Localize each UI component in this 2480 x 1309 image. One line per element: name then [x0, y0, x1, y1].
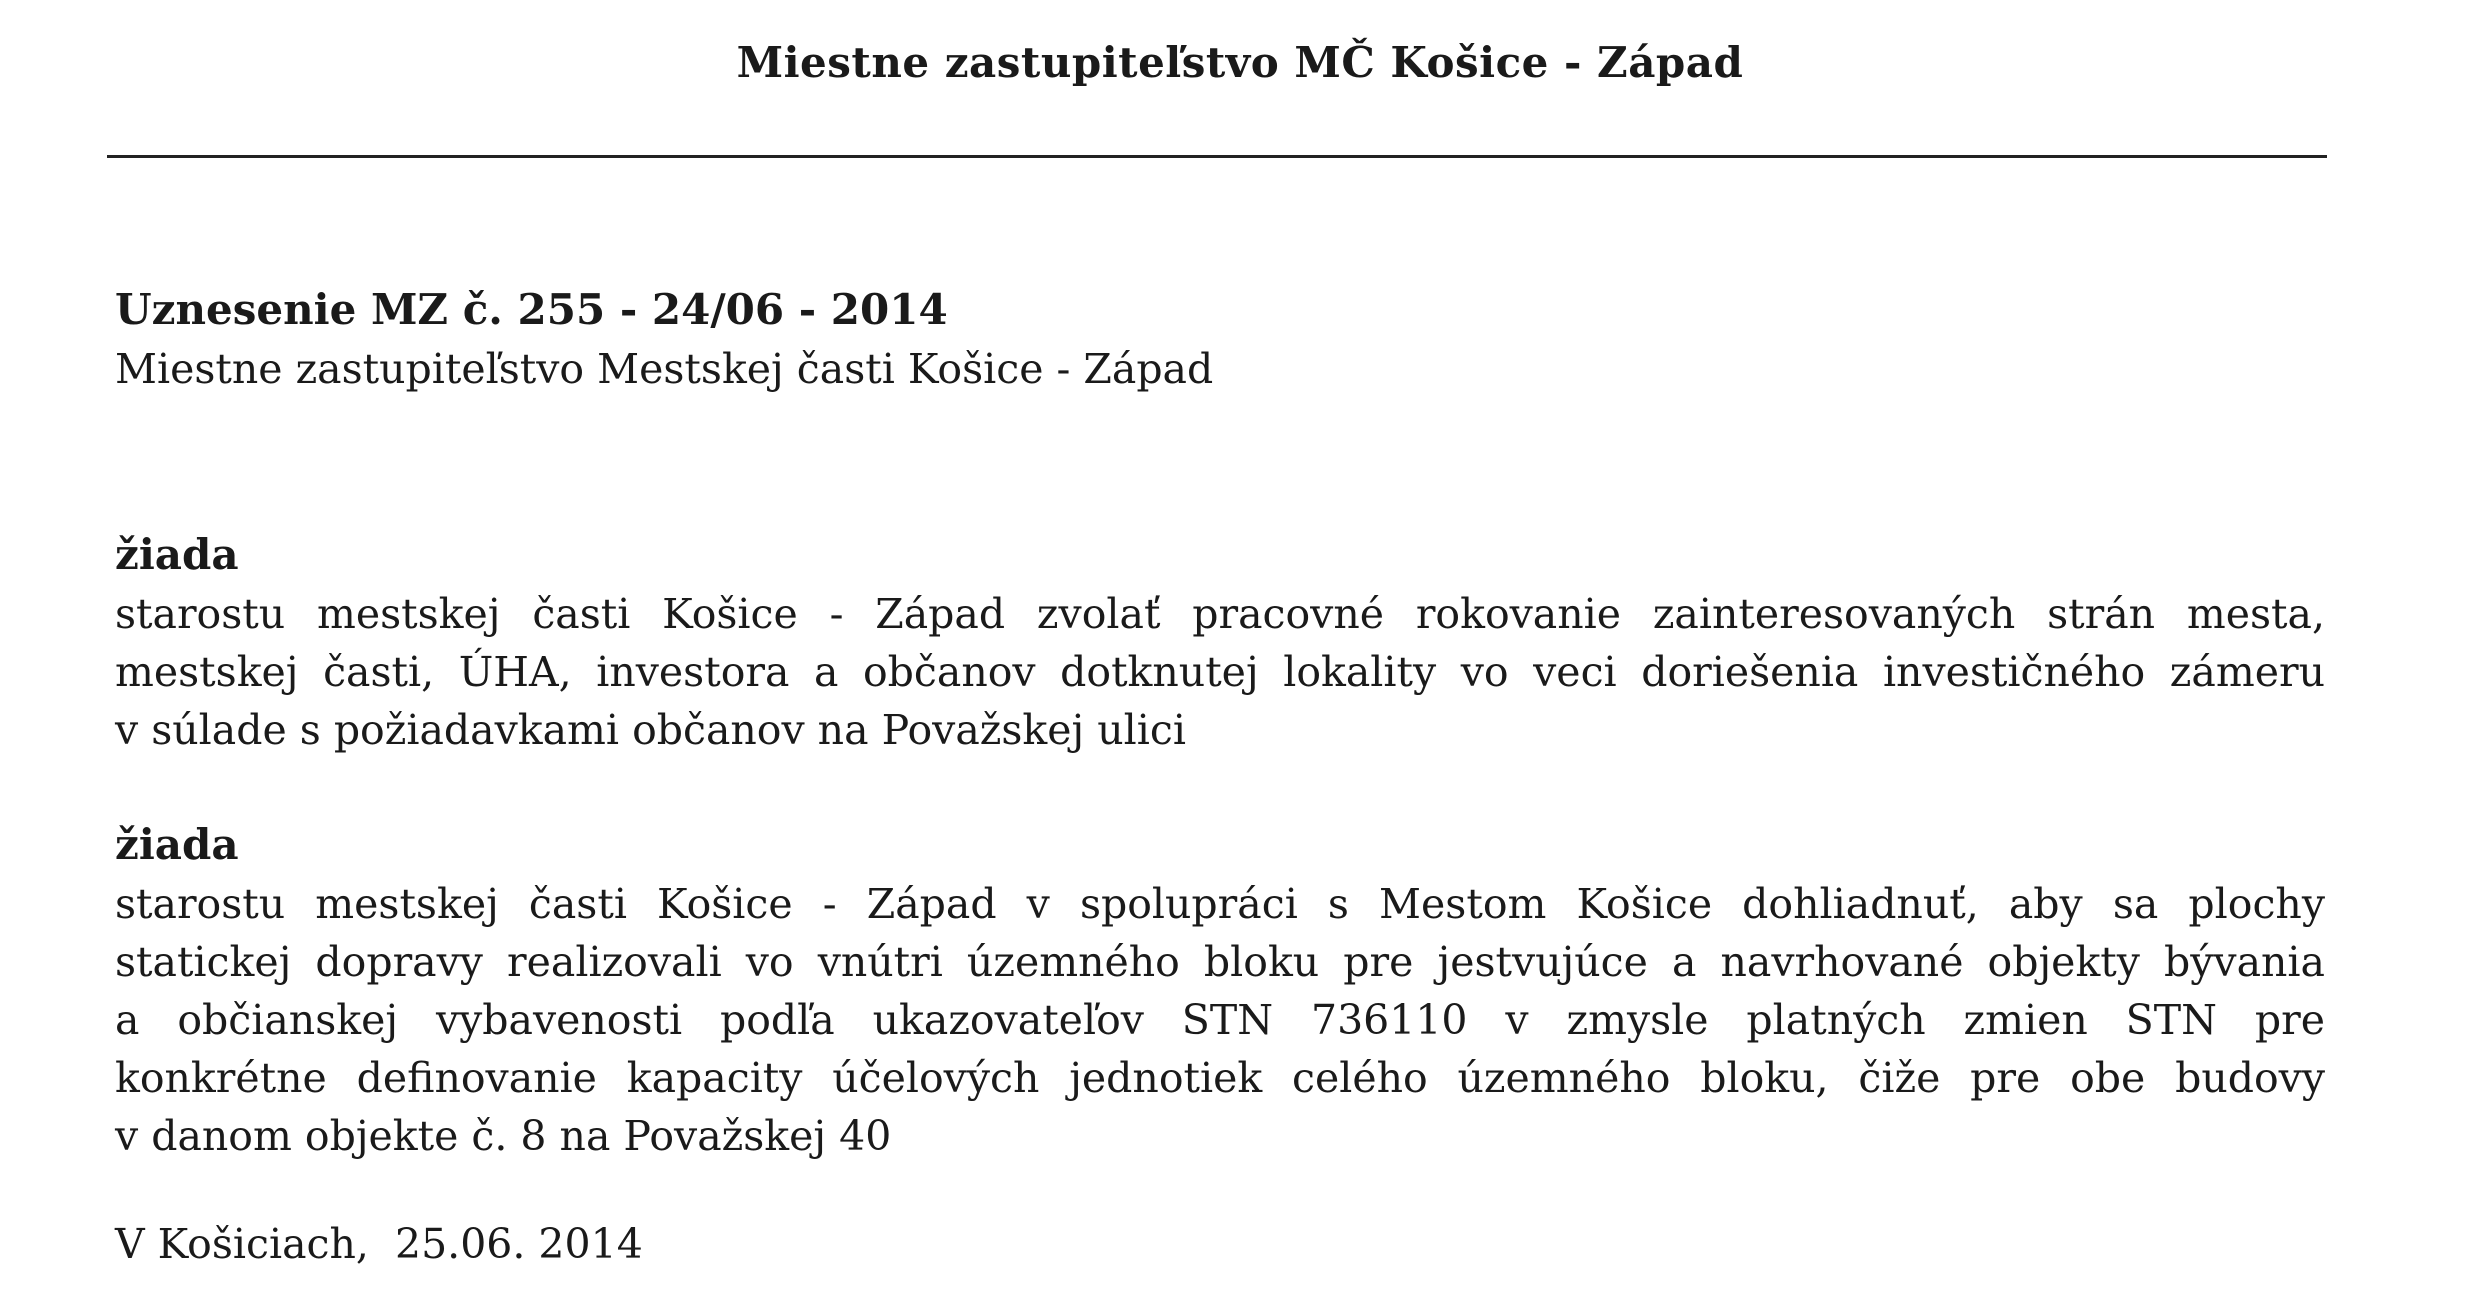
section-text: [115, 875, 2325, 1165]
text-line: a občianskej vybavenosti podľa ukazovateľov STN 736110 v zmysle platných zmien STN pre: [115, 996, 2325, 1044]
resolution-number: Uznesenie MZ č. 255 - 24/06 - 2014: [115, 285, 948, 334]
request-section-2: [115, 815, 2325, 1165]
text-line: v súlade s požiadavkami občanov na Považskej ulici: [115, 706, 1186, 754]
text-line: v danom objekte č. 8 na Považskej 40: [115, 1112, 892, 1160]
text-line: starostu mestskej časti Košice - Západ zvolať pracovné rokovanie zainteresovaných strán mesta,: [115, 590, 2325, 638]
text-line: mestskej časti, ÚHA, investora a občanov dotknutej lokality vo veci doriešenia investičného zámeru: [115, 648, 2325, 696]
section-verb: žiada: [115, 820, 239, 869]
request-section-1: [115, 525, 2325, 759]
resolution-issuer: Miestne zastupiteľstvo Mestskej časti Košice - Západ: [115, 345, 1214, 393]
text-line: starostu mestskej časti Košice - Západ v spolupráci s Mestom Košice dohliadnuť, aby sa plochy: [115, 880, 2325, 928]
council-title: Miestne zastupiteľstvo MČ Košice - Západ: [736, 38, 1744, 87]
section-verb: žiada: [115, 530, 239, 579]
header-divider: [107, 155, 2327, 158]
section-text: [115, 585, 2325, 759]
text-line: statickej dopravy realizovali vo vnútri územného bloku pre jestvujúce a navrhované objekty bývania: [115, 938, 2325, 986]
place-and-date: V Košiciach, 25.06. 2014: [115, 1220, 643, 1268]
text-line: konkrétne definovanie kapacity účelových jednotiek celého územného bloku, čiže pre obe budovy: [115, 1054, 2325, 1102]
